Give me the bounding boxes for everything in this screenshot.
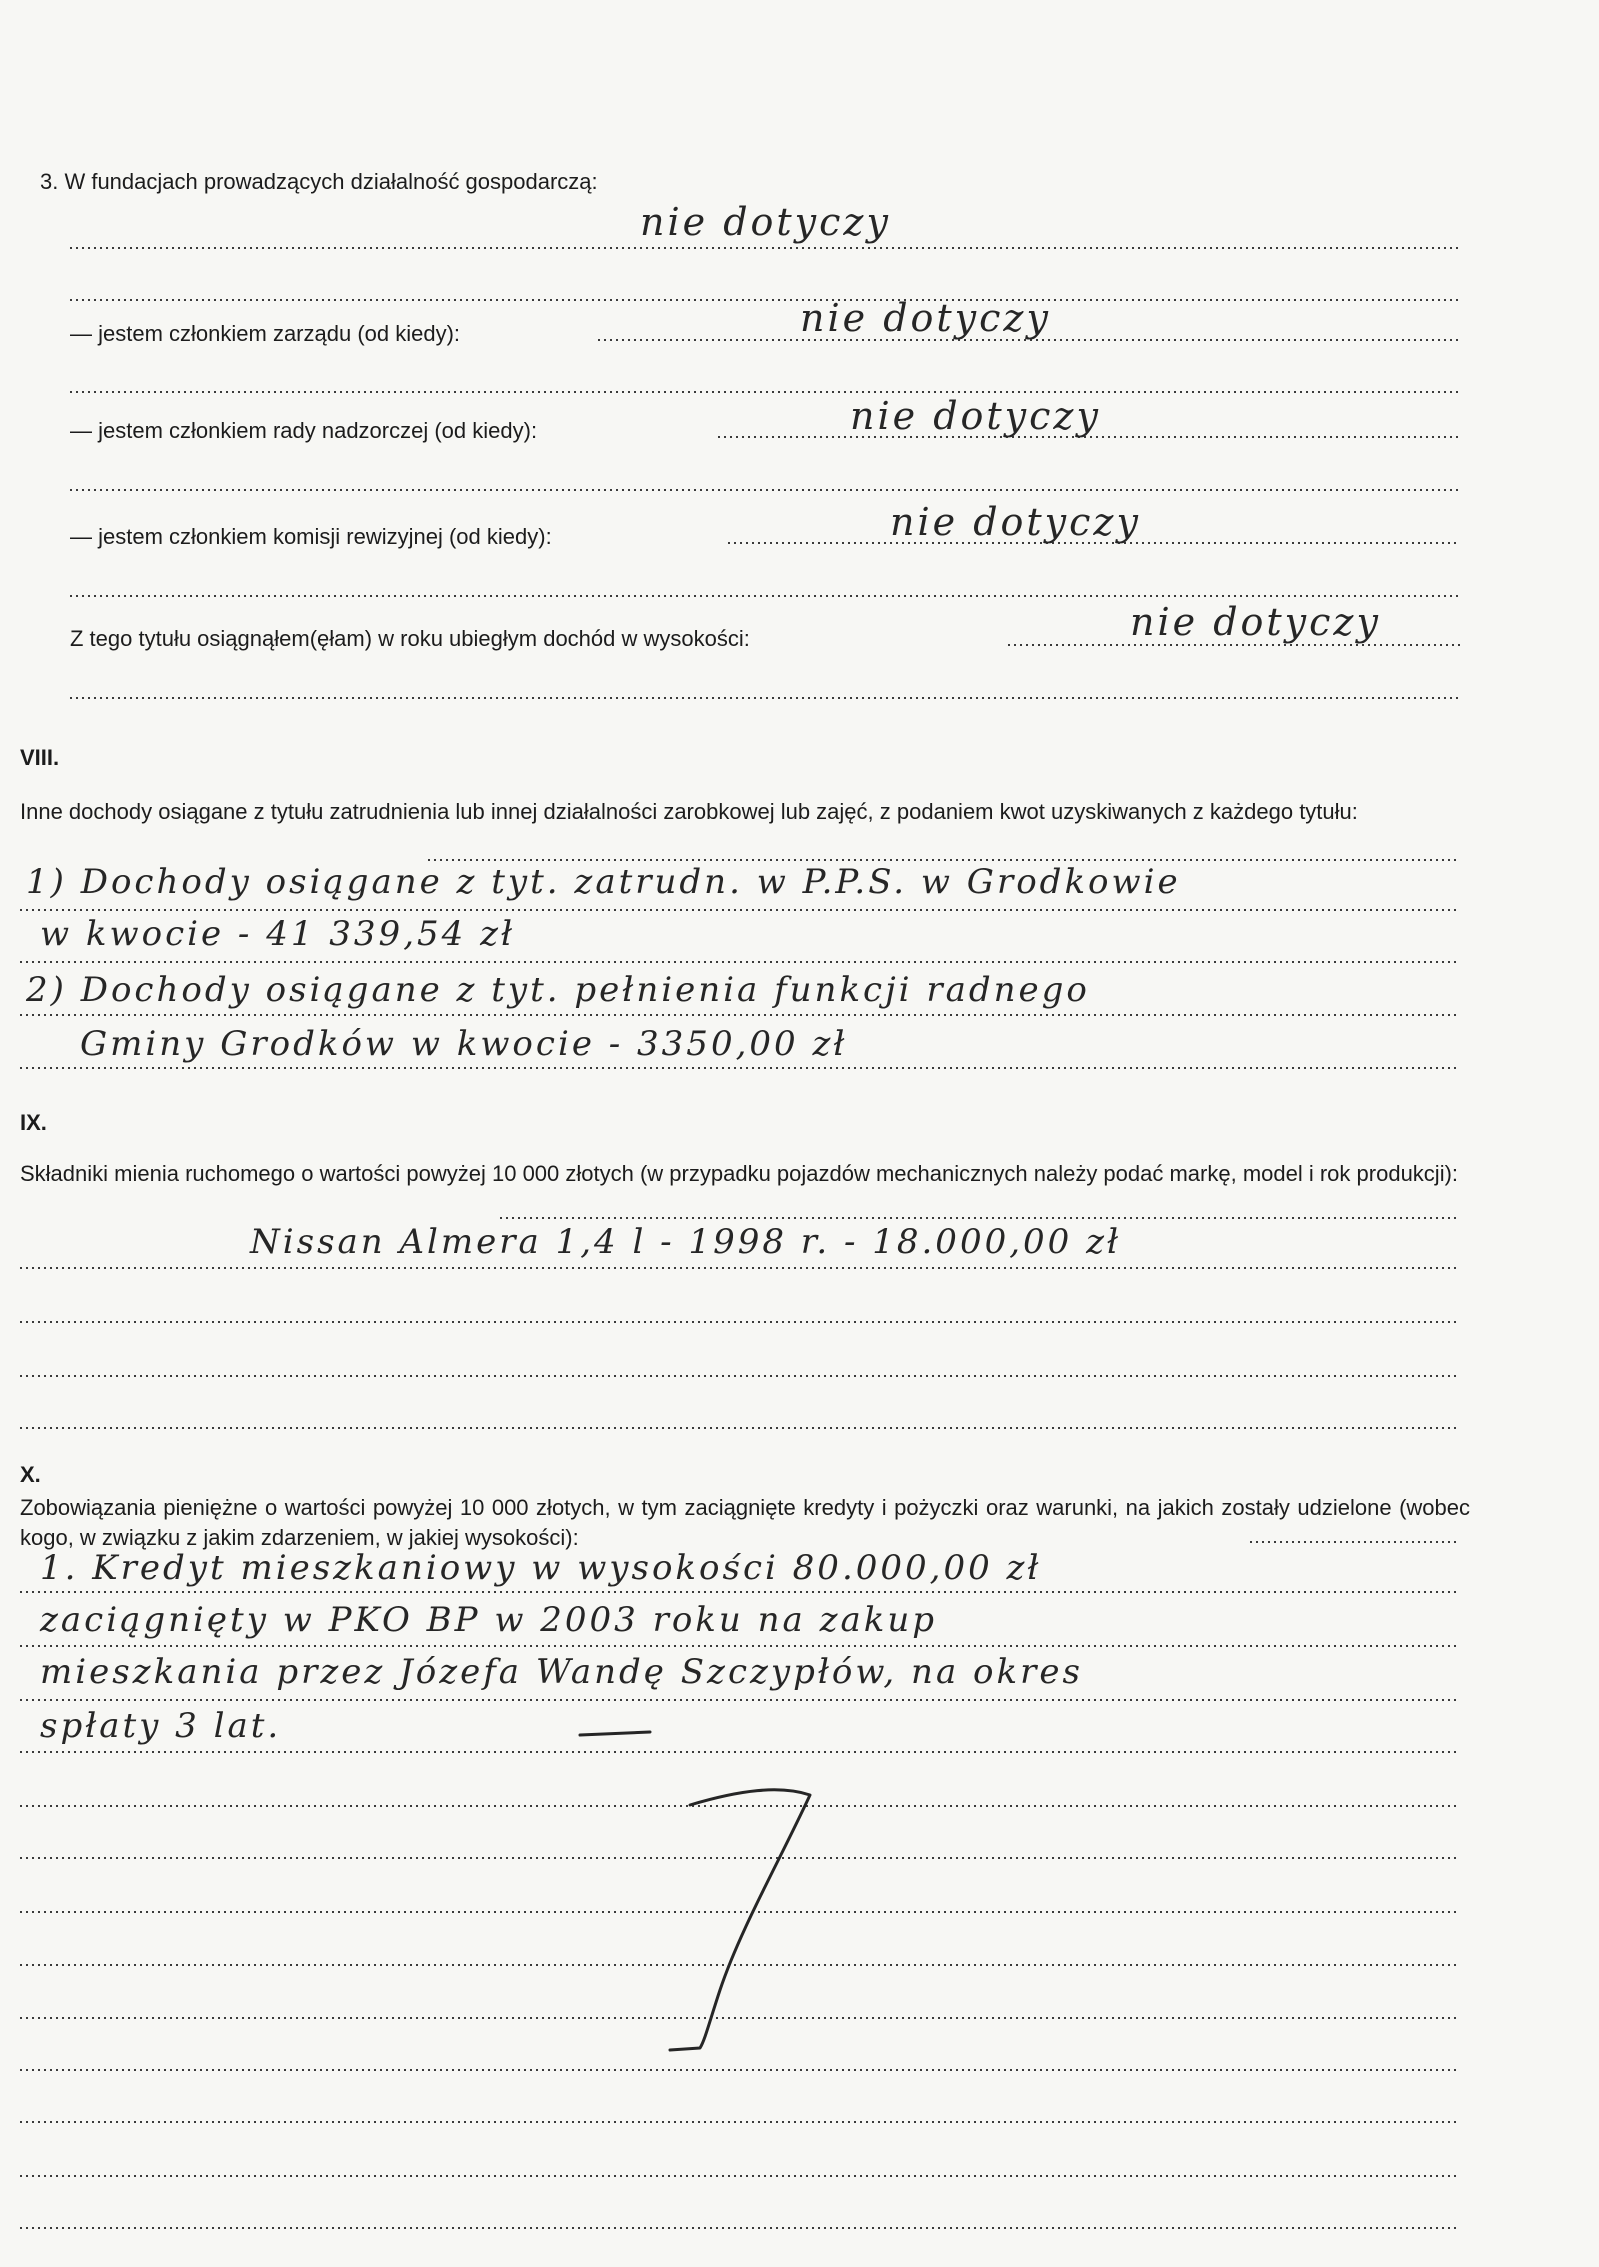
section-8-description: Inne dochody osiągane z tytułu zatrudnienia lub innej działalności zarobkowej lub zajęć, z podaniem kwot uzyskiwanych z każdego tytułu: xyxy=(20,799,1358,824)
section-10-entry-2: zaciągnięty w PKO BP w 2003 roku na zakup xyxy=(40,1600,938,1640)
section-10-entry-1: 1. Kredyt mieszkaniowy w wysokości 80.000,00 zł xyxy=(40,1548,1042,1588)
section-8-entry-2: w kwocie - 41 339,54 zł xyxy=(40,914,516,954)
section-8-entry-4: Gminy Grodków w kwocie - 3350,00 zł xyxy=(80,1024,848,1064)
audit-committee-label: — jestem członkiem komisji rewizyjnej (od kiedy): xyxy=(70,524,552,549)
section-8-number: VIII. xyxy=(20,745,60,770)
supervisory-board-label: — jestem członkiem rady nadzorczej (od kiedy): xyxy=(70,418,538,443)
section-9-description: Składniki mienia ruchomego o wartości powyżej 10 000 złotych (w przypadku pojazdów mechanicznych należy podać markę, model i rok produkcji): xyxy=(20,1161,1459,1186)
income-answer: nie dotyczy xyxy=(1130,600,1381,644)
board-member-label: — jestem członkiem zarządu (od kiedy): xyxy=(70,321,461,346)
section-10-entry-4: spłaty 3 lat. xyxy=(40,1706,282,1746)
fundations-answer: nie dotyczy xyxy=(640,200,891,244)
section-9-entry-1: Nissan Almera 1,4 l - 1998 r. - 18.000,00 zł xyxy=(250,1222,1122,1262)
closing-z-stroke xyxy=(670,1790,810,2050)
section-10-entry-3: mieszkania przez Józefa Wandę Szczypłów, na okres xyxy=(40,1652,1083,1692)
section-10-description: Zobowiązania pieniężne o wartości powyżej 10 000 złotych, w tym zaciągnięte kredyty i pożyczki oraz warunki, na jakich zostały udzielone (wobec kogo, w związku z jakim zdarzeniem, w jakiej wysokości): xyxy=(20,1495,1470,1550)
income-label: Z tego tytułu osiągnąłem(ęłam) w roku ubiegłym dochód w wysokości: xyxy=(70,626,750,651)
board-member-answer: nie dotyczy xyxy=(800,296,1051,340)
supervisory-board-answer: nie dotyczy xyxy=(850,394,1101,438)
section-9-number: IX. xyxy=(20,1110,47,1135)
section-10-number: X. xyxy=(20,1462,41,1487)
audit-committee-answer: nie dotyczy xyxy=(890,500,1141,544)
section-8-entry-1: 1) Dochody osiągane z tyt. zatrudn. w P.P.S. w Grodkowie xyxy=(26,862,1181,902)
section-8-entry-3: 2) Dochody osiągane z tyt. pełnienia funkcji radnego xyxy=(26,970,1090,1010)
closing-dash-stroke xyxy=(580,1732,650,1735)
item3-heading: 3. W fundacjach prowadzących działalność gospodarczą: xyxy=(40,169,598,194)
